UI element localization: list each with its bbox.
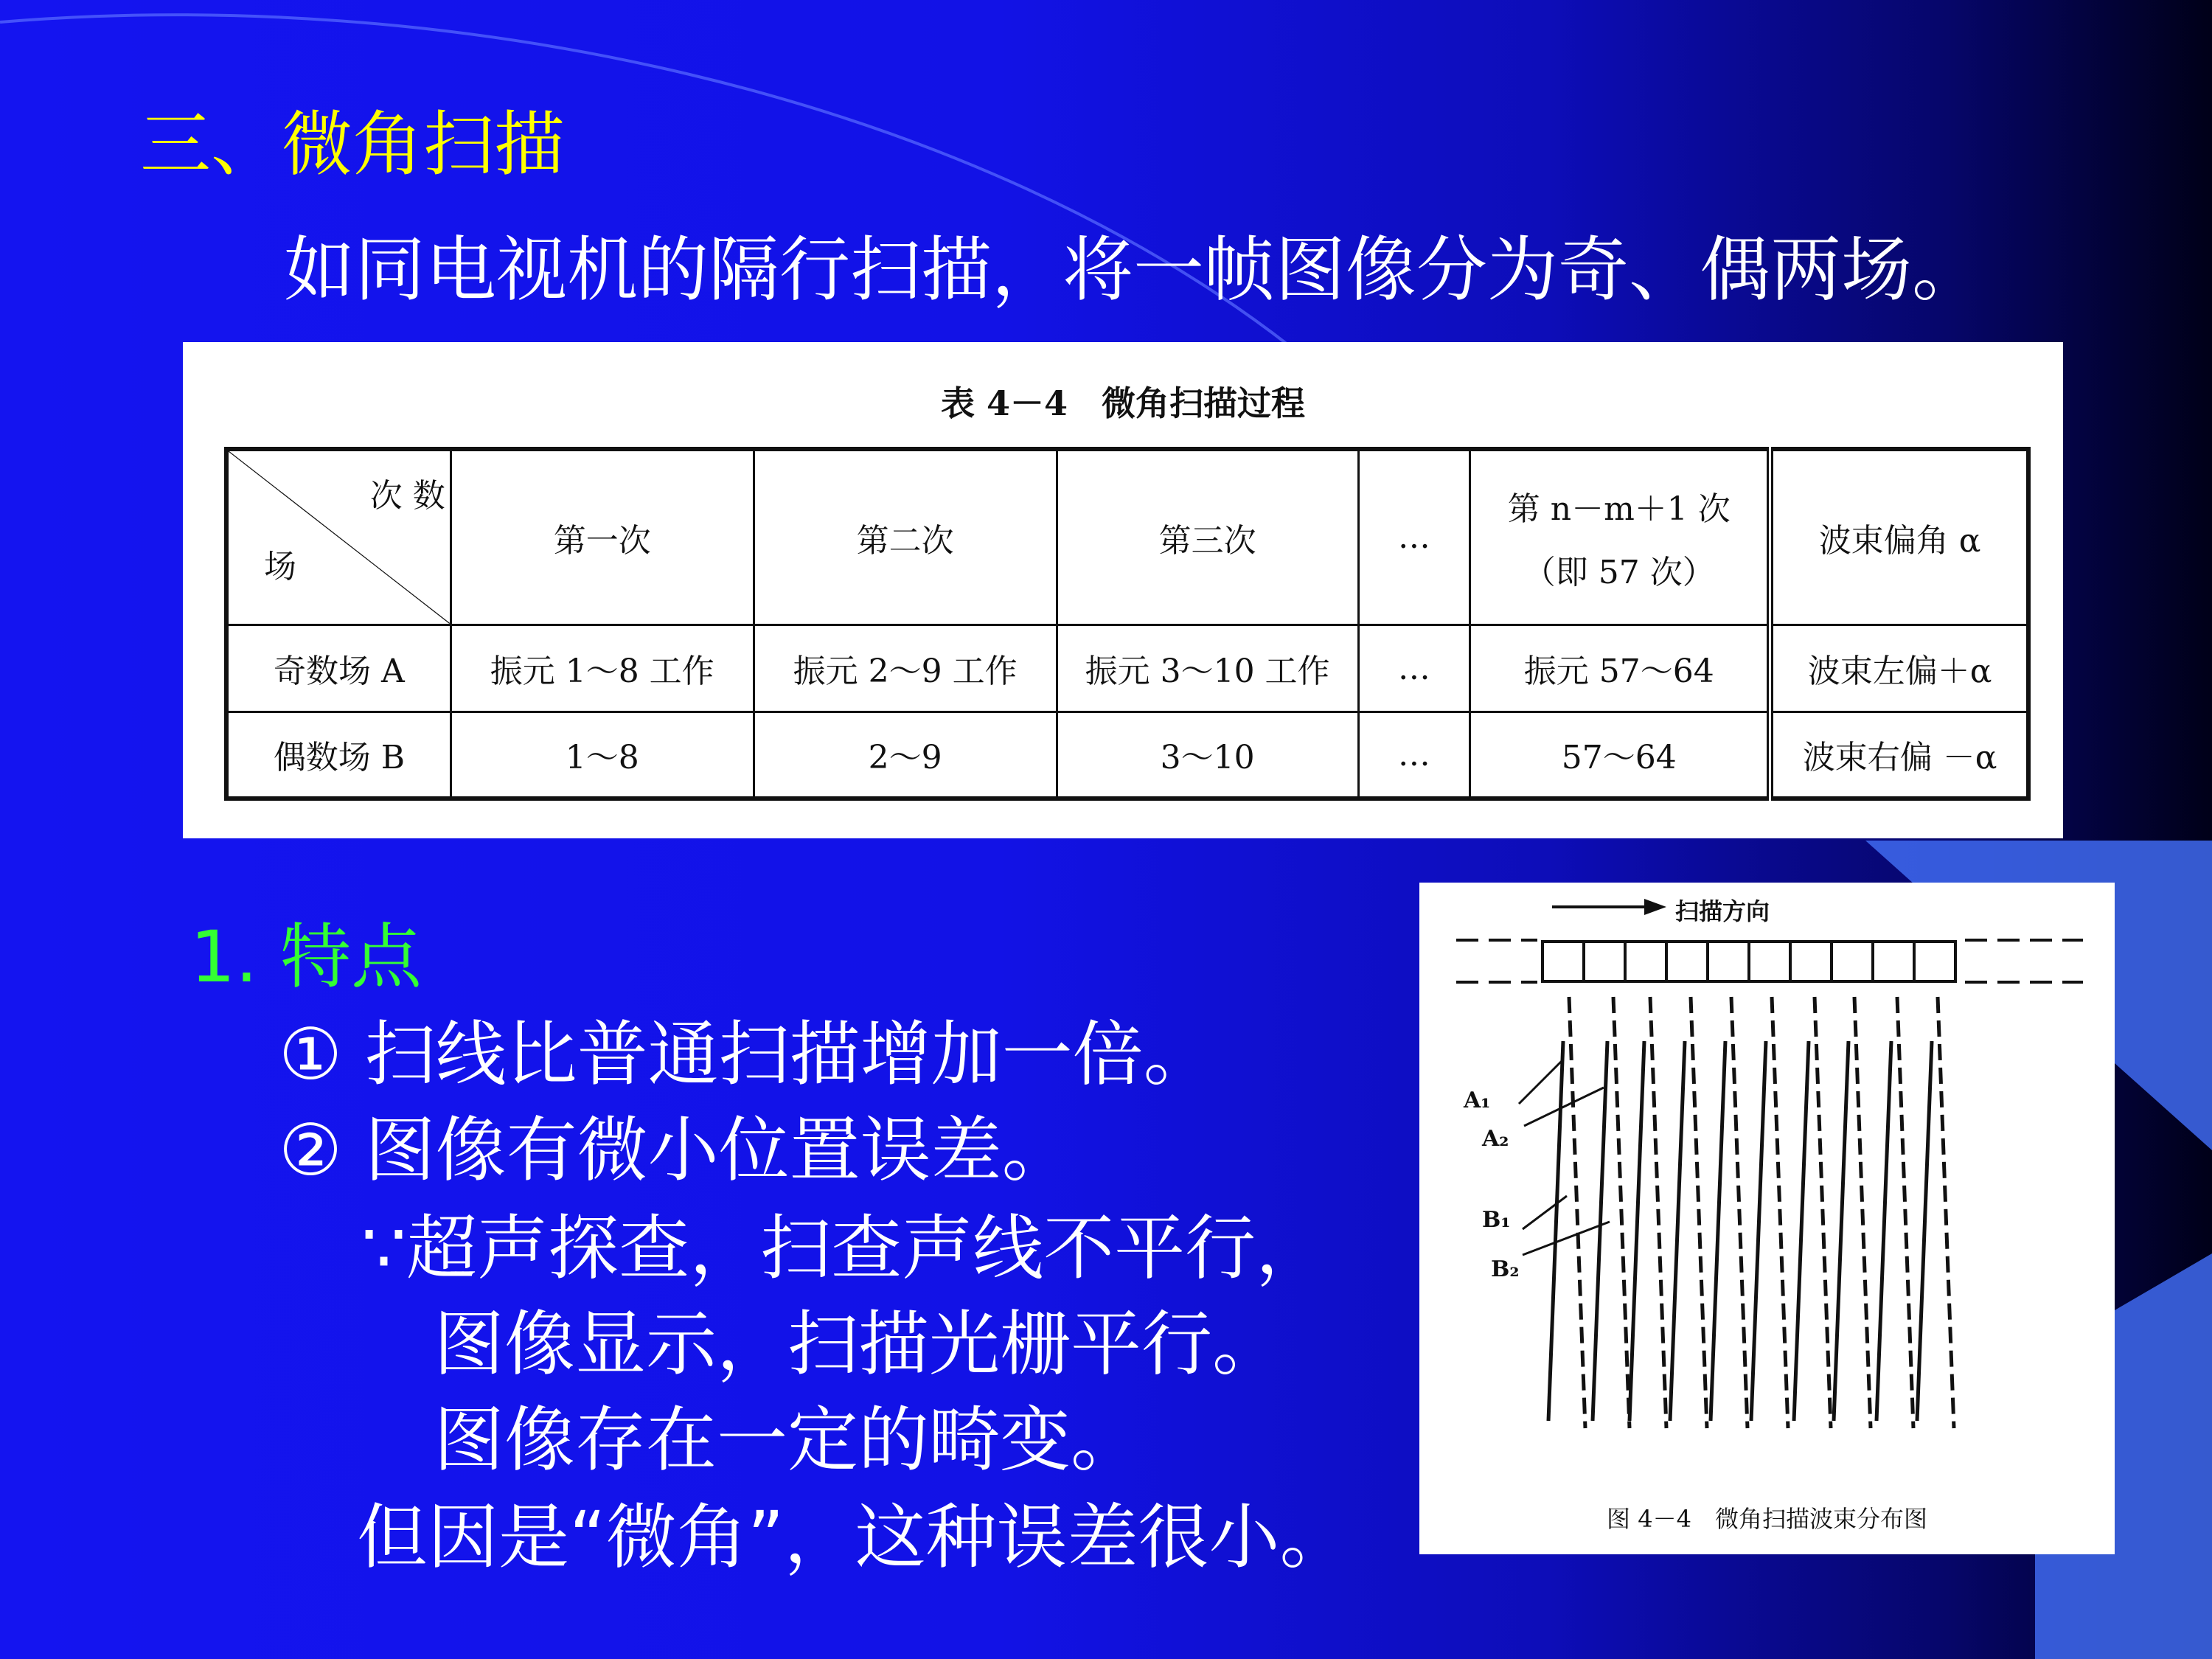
table-cell: 1～8 xyxy=(451,712,754,799)
label-b1: B₁ xyxy=(1482,1207,1511,1233)
beam-line-odd xyxy=(1751,1041,1766,1421)
beam-line-even xyxy=(1691,997,1707,1428)
corner-top-label: 次 数 xyxy=(369,477,445,515)
beam-lines xyxy=(1548,997,1954,1428)
bullet-4: 图像显示，扫描光栅平行。 xyxy=(434,1303,1283,1385)
beam-diagram xyxy=(1419,883,2115,1554)
beam-line-odd xyxy=(1548,1041,1563,1421)
label-leader xyxy=(1523,1196,1567,1229)
intro-text: 如同电视机的隔行扫描，将一帧图像分为奇、偶两场。 xyxy=(284,229,1983,311)
beam-line-even xyxy=(1854,997,1871,1428)
bullet-6: 但因是“微角”，这种误差很小。 xyxy=(357,1496,1351,1579)
scan-direction-label: 扫描方向 xyxy=(1675,897,1770,925)
bullet-5: 图像存在一定的畸变。 xyxy=(434,1399,1141,1481)
beam-line-odd xyxy=(1794,1041,1809,1421)
beam-line-odd xyxy=(1834,1041,1848,1421)
table-cell: 57～64 xyxy=(1470,712,1770,799)
table-cell: 振元 57～64 xyxy=(1470,625,1770,712)
beam-line-even xyxy=(1938,997,1954,1428)
table-cell: … xyxy=(1358,625,1470,712)
figure-panel xyxy=(1419,883,2115,1554)
beam-line-even xyxy=(1815,997,1831,1428)
beam-line-odd xyxy=(1593,1041,1607,1421)
table-cell: 振元 3～10 工作 xyxy=(1057,625,1358,712)
beam-line-odd xyxy=(1670,1041,1685,1421)
label-a2: A₂ xyxy=(1482,1126,1509,1152)
bullet-2: ② 图像有微小位置误差。 xyxy=(279,1109,1073,1192)
header-nm-label: 第 n－m＋1 次 xyxy=(1507,490,1731,528)
table-caption: 表 4－4 微角扫描过程 xyxy=(940,383,1306,423)
table-header-row xyxy=(226,449,2028,625)
header-cell: 第二次 xyxy=(754,449,1057,625)
header-cell-nm xyxy=(1470,449,1770,625)
table-panel xyxy=(183,342,2063,838)
bullet-3: ∵超声探查，扫查声线不平行， xyxy=(361,1207,1327,1290)
arrow-head-icon xyxy=(1644,899,1666,915)
header-cell: … xyxy=(1358,449,1470,625)
table-cell: 2～9 xyxy=(754,712,1057,799)
beam-line-even xyxy=(1731,997,1747,1428)
label-leader xyxy=(1519,1060,1563,1104)
beam-line-even xyxy=(1772,997,1788,1428)
corner-bottom-label: 场 xyxy=(264,547,296,585)
table-cell: … xyxy=(1358,712,1470,799)
features-heading: 1. 特点 xyxy=(190,916,422,998)
table-cell: 3～10 xyxy=(1057,712,1358,799)
figure-caption: 图 4－4 微角扫描波束分布图 xyxy=(1607,1505,1927,1533)
table-cell: 振元 2～9 工作 xyxy=(754,625,1057,712)
beam-line-odd xyxy=(1877,1041,1891,1421)
beam-line-odd xyxy=(1711,1041,1725,1421)
beam-line-even xyxy=(1650,997,1666,1428)
label-leader xyxy=(1524,1088,1604,1126)
header-nm-sub: （即 57 次） xyxy=(1523,553,1715,591)
bullet-1: ① 扫线比普通扫描增加一倍。 xyxy=(279,1013,1214,1096)
beam-line-even xyxy=(1569,997,1585,1428)
slide-title: 三、微角扫描 xyxy=(140,103,565,186)
header-cell: 第一次 xyxy=(451,449,754,625)
row-label: 奇数场 A xyxy=(226,625,451,712)
header-cell: 波束偏角 α xyxy=(1770,449,2028,625)
corner-cell xyxy=(226,449,451,625)
header-cell: 第三次 xyxy=(1057,449,1358,625)
beam-line-odd xyxy=(1917,1041,1932,1421)
table-row xyxy=(226,625,2028,712)
table-row xyxy=(226,712,2028,799)
beam-line-even xyxy=(1613,997,1630,1428)
beam-line-even xyxy=(1897,997,1913,1428)
label-a1: A₁ xyxy=(1464,1088,1491,1113)
scan-process-table xyxy=(224,447,2031,801)
transducer-elements xyxy=(1584,942,1914,981)
label-b2: B₂ xyxy=(1491,1256,1520,1282)
row-label: 偶数场 B xyxy=(226,712,451,799)
beam-line-odd xyxy=(1630,1041,1644,1421)
table-cell: 振元 1～8 工作 xyxy=(451,625,754,712)
table-cell: 波束右偏 －α xyxy=(1770,712,2028,799)
label-leader xyxy=(1523,1222,1610,1255)
table-cell: 波束左偏＋α xyxy=(1770,625,2028,712)
